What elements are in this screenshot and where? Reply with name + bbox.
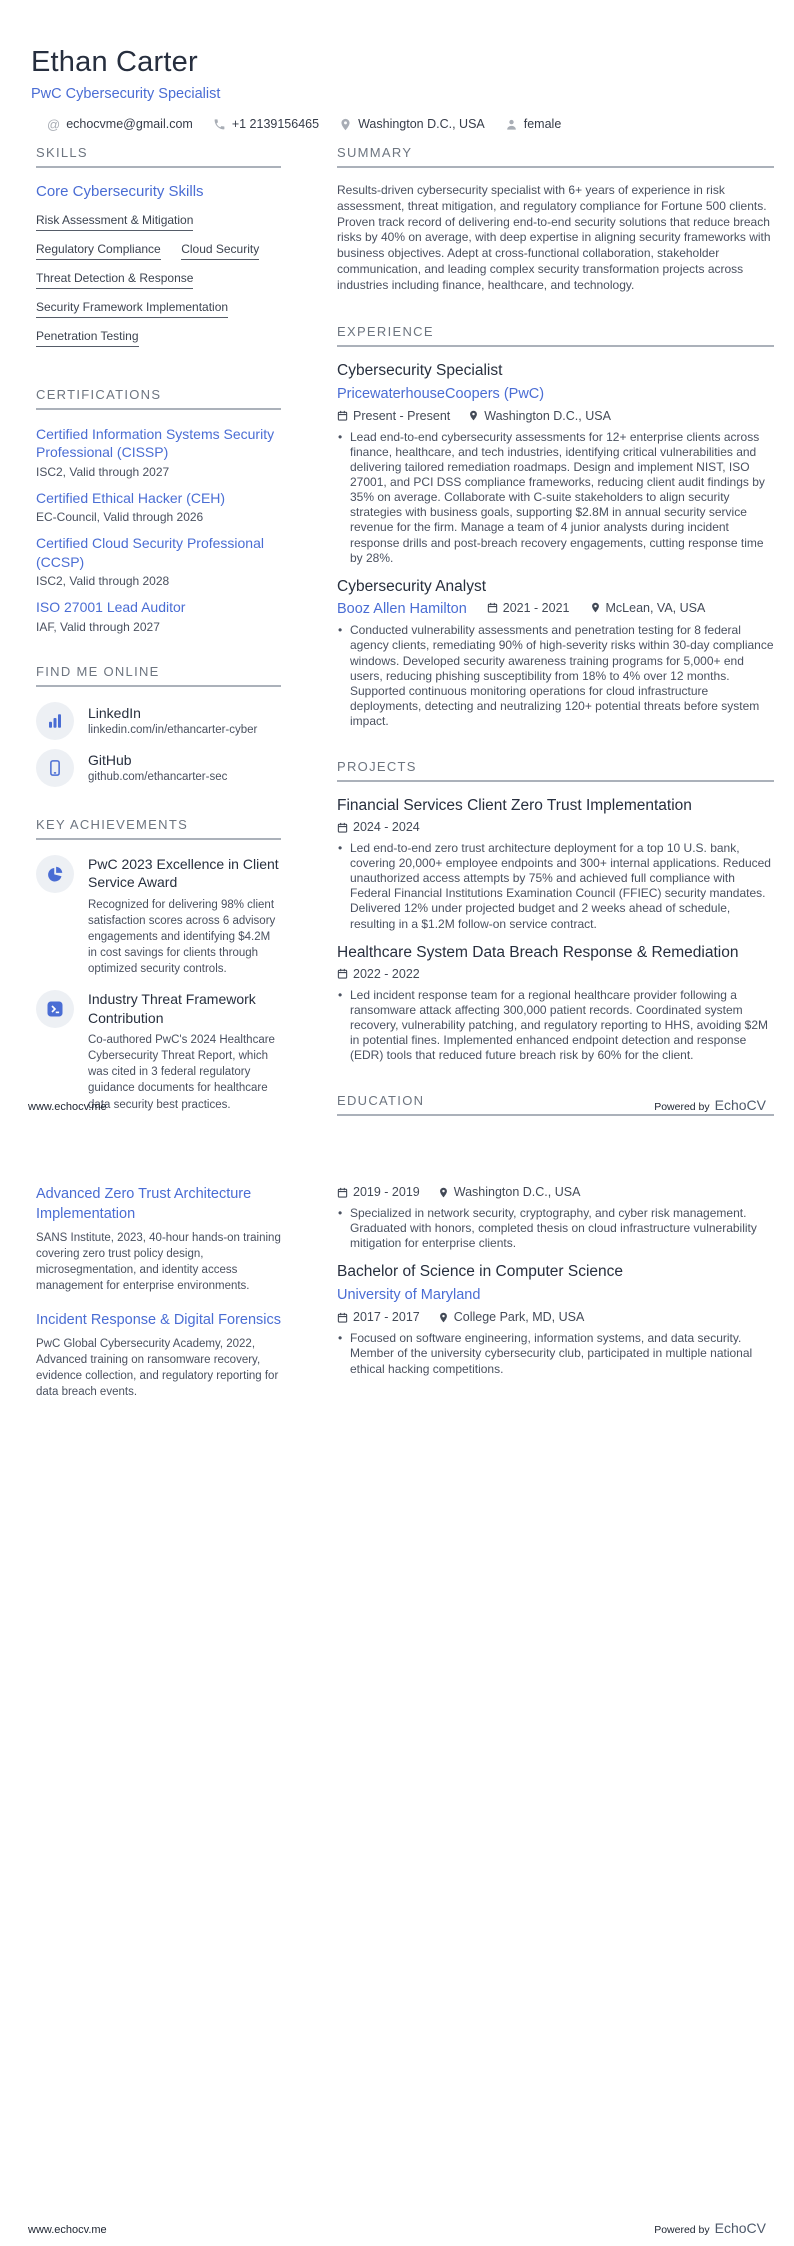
skill-tag: Regulatory Compliance	[36, 243, 161, 260]
education-bullet: • Focused on software engineering, information systems, and data security. Member of the university cybersecurity club, participated in multiple national ethical hacking competitions.	[337, 1331, 774, 1376]
certification-item	[36, 598, 281, 633]
main-column	[337, 145, 774, 1184]
page2-columns	[0, 1123, 794, 1416]
certification-name: Certified Ethical Hacker (CEH)	[36, 489, 226, 506]
echocv-brand-link[interactable]: EchoCV	[714, 2220, 766, 2236]
project-bullet: • Led end-to-end zero trust architecture deployment for a top 10 U.S. bank, covering 20,000+ employee endpoints and 300+ internal applications. Reduced unauthorized access attempts by 75% and achieved full compliance with Federal Financial Institutions Examination Council (FFIEC) security mandates. Delivered 12% under projected budget and 2 weeks ahead of schedule, resulting in a $1.2M follow-on service contract.	[337, 841, 774, 932]
company-link[interactable]: PricewaterhouseCoopers (PwC)	[337, 385, 545, 402]
online-url[interactable]: github.com/ethancarter-sec	[88, 771, 228, 784]
phone-icon	[213, 118, 226, 131]
online-profile-github[interactable]	[36, 749, 281, 787]
skill-tag: Cloud Security	[181, 243, 259, 260]
job-dates: 2021 - 2021	[487, 601, 570, 615]
online-url[interactable]: linkedin.com/in/ethancarter-cyber	[88, 724, 258, 737]
experience-entry	[337, 362, 774, 566]
project-title: Financial Services Client Zero Trust Implementation	[337, 797, 692, 815]
summary-section	[337, 145, 774, 294]
skill-tag: Security Framework Implementation	[36, 301, 228, 318]
contact-phone	[213, 117, 319, 131]
find-me-online-heading: FIND ME ONLINE	[36, 664, 281, 687]
powered-by-label: Powered by	[654, 1101, 710, 1113]
project-dates: 2024 - 2024	[337, 820, 420, 834]
echocv-brand-link[interactable]: EchoCV	[714, 1097, 766, 1113]
skill-tag: Penetration Testing	[36, 330, 139, 347]
powered-by-label: Powered by	[654, 2224, 710, 2236]
online-profile-linkedin[interactable]	[36, 702, 281, 740]
key-achievements-section	[36, 817, 281, 1113]
main-column-continued	[337, 1185, 774, 1416]
certifications-heading: CERTIFICATIONS	[36, 387, 281, 410]
achievement-title: Industry Threat Framework Contribution	[88, 991, 256, 1026]
candidate-job-title: PwC Cybersecurity Specialist	[31, 86, 221, 102]
contact-location-text: Washington D.C., USA	[358, 117, 485, 131]
project-title: Healthcare System Data Breach Response & Remediation	[337, 943, 739, 961]
sidebar	[36, 145, 281, 1184]
certification-item	[36, 489, 281, 524]
location-pin-icon	[468, 410, 479, 421]
location-pin-icon	[339, 118, 352, 131]
experience-heading: EXPERIENCE	[337, 324, 774, 347]
calendar-icon	[487, 602, 498, 613]
contact-email	[47, 117, 193, 131]
person-icon	[505, 118, 518, 131]
education-section-continued	[337, 1185, 774, 1377]
calendar-icon	[337, 410, 348, 421]
training-title: Advanced Zero Trust Architecture Implementation	[36, 1186, 252, 1222]
experience-entry	[337, 578, 774, 729]
at-icon: @	[47, 116, 61, 132]
certification-detail: EC-Council, Valid through 2026	[36, 510, 204, 525]
sidebar-continued	[36, 1185, 281, 1416]
smartphone-icon	[36, 749, 74, 787]
online-label: GitHub	[88, 752, 132, 769]
education-dates: 2017 - 2017	[337, 1310, 420, 1324]
find-me-online-section	[36, 664, 281, 787]
projects-heading: PROJECTS	[337, 759, 774, 782]
certification-name: ISO 27001 Lead Auditor	[36, 599, 186, 616]
education-entry	[337, 1263, 774, 1376]
training-item	[36, 1311, 281, 1401]
key-achievements-heading: KEY ACHIEVEMENTS	[36, 817, 281, 840]
candidate-name: Ethan Carter	[31, 46, 198, 78]
contact-phone-text: +1 2139156465	[231, 117, 320, 131]
achievement-title: PwC 2023 Excellence in Client Service Award	[88, 855, 279, 891]
calendar-icon	[337, 1312, 348, 1323]
skill-tags	[36, 212, 281, 357]
training-item	[36, 1185, 281, 1295]
resume-header	[0, 0, 794, 131]
project-entry	[337, 944, 774, 1064]
certification-detail: ISC2, Valid through 2027	[36, 464, 170, 479]
skills-group-title: Core Cybersecurity Skills	[36, 183, 204, 200]
calendar-icon	[337, 968, 348, 979]
job-title: Cybersecurity Analyst	[337, 577, 487, 595]
summary-heading: SUMMARY	[337, 145, 774, 168]
job-location: McLean, VA, USA	[590, 601, 706, 615]
education-dates: 2019 - 2019	[337, 1185, 420, 1199]
skills-section	[36, 145, 281, 357]
contact-row	[47, 117, 774, 131]
page-footer	[28, 2220, 766, 2238]
education-meta	[337, 1310, 774, 1324]
page1-columns	[0, 145, 794, 1184]
certification-detail: ISC2, Valid through 2028	[36, 574, 170, 589]
job-location: Washington D.C., USA	[468, 409, 611, 423]
bar-chart-icon	[36, 702, 74, 740]
project-bullet: • Led incident response team for a regional healthcare provider following a ransomware attack affecting 300,000 patient records. Coordinated system recovery, vulnerability patching, and regulatory reporting to HHS, avoiding $2M in potential fines. Implemented enhanced endpoint detection and response (EDR) tools that reduced future breach risk by 60% for the client.	[337, 988, 774, 1064]
project-entry	[337, 797, 774, 932]
certification-item	[36, 425, 281, 479]
company-link[interactable]: Booz Allen Hamilton	[337, 601, 467, 618]
terminal-icon	[36, 990, 74, 1028]
location-pin-icon	[590, 602, 601, 613]
skill-tag: Threat Detection & Response	[36, 272, 193, 289]
education-heading: EDUCATION	[337, 1093, 774, 1116]
projects-section	[337, 759, 774, 1063]
project-dates: 2022 - 2022	[337, 967, 420, 981]
location-pin-icon	[438, 1187, 449, 1198]
training-title: Incident Response & Digital Forensics	[36, 1311, 282, 1328]
contact-email-text: echocvme@gmail.com	[66, 117, 193, 131]
job-title: Cybersecurity Specialist	[337, 361, 503, 379]
footer-site-link[interactable]: www.echocv.me	[28, 1101, 107, 1113]
certification-name: Certified Information Systems Security Professional (CISSP)	[36, 426, 275, 461]
job-bullet: • Conducted vulnerability assessments and penetration testing for 8 federal agency clients, remediating 90% of high-severity risks within 30-day compliance windows. Developed security awareness training programs for 5,000+ end users, reducing phishing susceptibility from 18% to 4% over 12 months. Supported continuous monitoring operations for cloud infrastructure deployments, detecting and neutralizing 120+ potential threats before system impact.	[337, 623, 774, 729]
certification-name: Certified Cloud Security Professional (CCSP)	[36, 535, 264, 570]
job-meta	[337, 409, 774, 423]
training-section-continued	[36, 1185, 281, 1400]
training-description: PwC Global Cybersecurity Academy, 2022, Advanced training on ransomware recovery, evidence collection, and regulatory reporting for data breach events.	[36, 1338, 279, 1399]
footer-site-link[interactable]: www.echocv.me	[28, 2224, 107, 2236]
school-link[interactable]: University of Maryland	[337, 1287, 481, 1304]
calendar-icon	[337, 1187, 348, 1198]
education-bullet: • Specialized in network security, cryptography, and cyber risk management. Graduated with honors, completed thesis on cloud infrastructure vulnerability mitigation for enterprise clients.	[337, 1206, 774, 1251]
contact-gender-text: female	[523, 117, 562, 131]
contact-location	[339, 117, 485, 131]
certification-detail: IAF, Valid through 2027	[36, 619, 160, 634]
degree-title: Bachelor of Science in Computer Science	[337, 1263, 624, 1281]
education-location: College Park, MD, USA	[438, 1310, 585, 1324]
skills-heading: SKILLS	[36, 145, 281, 168]
online-label: LinkedIn	[88, 705, 141, 722]
achievement-description: Recognized for delivering 98% client satisfaction scores across 6 advisory engagements and identifying $4.2M in cost savings for clients through optimized security controls.	[88, 898, 276, 976]
education-entry	[337, 1185, 774, 1251]
achievement-description: Co-authored PwC's 2024 Healthcare Cybersecurity Threat Report, which was cited in 3 federal regulatory guidance documents for healthcare data security best practices.	[88, 1034, 275, 1111]
job-bullet: • Lead end-to-end cybersecurity assessments for 12+ enterprise clients across finance, healthcare, and tech industries, identifying critical vulnerabilities and delivering tailored remediation roadmaps. Design and implement NIST, ISO 27001, and PCI DSS compliance frameworks, reducing client audit findings by 35% on average. Collaborate with C-suite stakeholders to align security strategies with business goals, supporting $2.8M in annual security service revenue for the firm. Manage a team of 4 junior analysts during incident response drills and post-breach recovery engagements, cutting response time by 28%.	[337, 430, 774, 566]
education-meta	[337, 1185, 774, 1199]
location-pin-icon	[438, 1312, 449, 1323]
job-dates: Present - Present	[337, 409, 450, 423]
experience-section	[337, 324, 774, 729]
resume-page-2	[0, 1123, 794, 2246]
training-description: SANS Institute, 2023, 40-hour hands-on training covering zero trust policy design, microsegmentation, and identity access management for enterprise environments.	[36, 1232, 281, 1293]
summary-text: Results-driven cybersecurity specialist with 6+ years of experience in risk assessment, threat mitigation, and regulatory compliance for Fortune 500 clients. Proven track record of delivering end-to-end security solutions that reduce breach risks by 40% on average, with deep expertise in aligning security frameworks with business objectives. Adept at cross-functional collaboration, stakeholder communication, and leading complex security transformation projects across industries including finance, healthcare, and technology.	[337, 183, 771, 292]
page-footer	[28, 1097, 766, 1115]
calendar-icon	[337, 822, 348, 833]
skill-tag: Risk Assessment & Mitigation	[36, 214, 193, 231]
achievement-item	[36, 990, 281, 1112]
contact-gender	[505, 117, 562, 131]
education-location: Washington D.C., USA	[438, 1185, 581, 1199]
certification-item	[36, 534, 281, 588]
achievement-item	[36, 855, 281, 977]
pie-chart-icon	[36, 855, 74, 893]
certifications-section	[36, 387, 281, 634]
